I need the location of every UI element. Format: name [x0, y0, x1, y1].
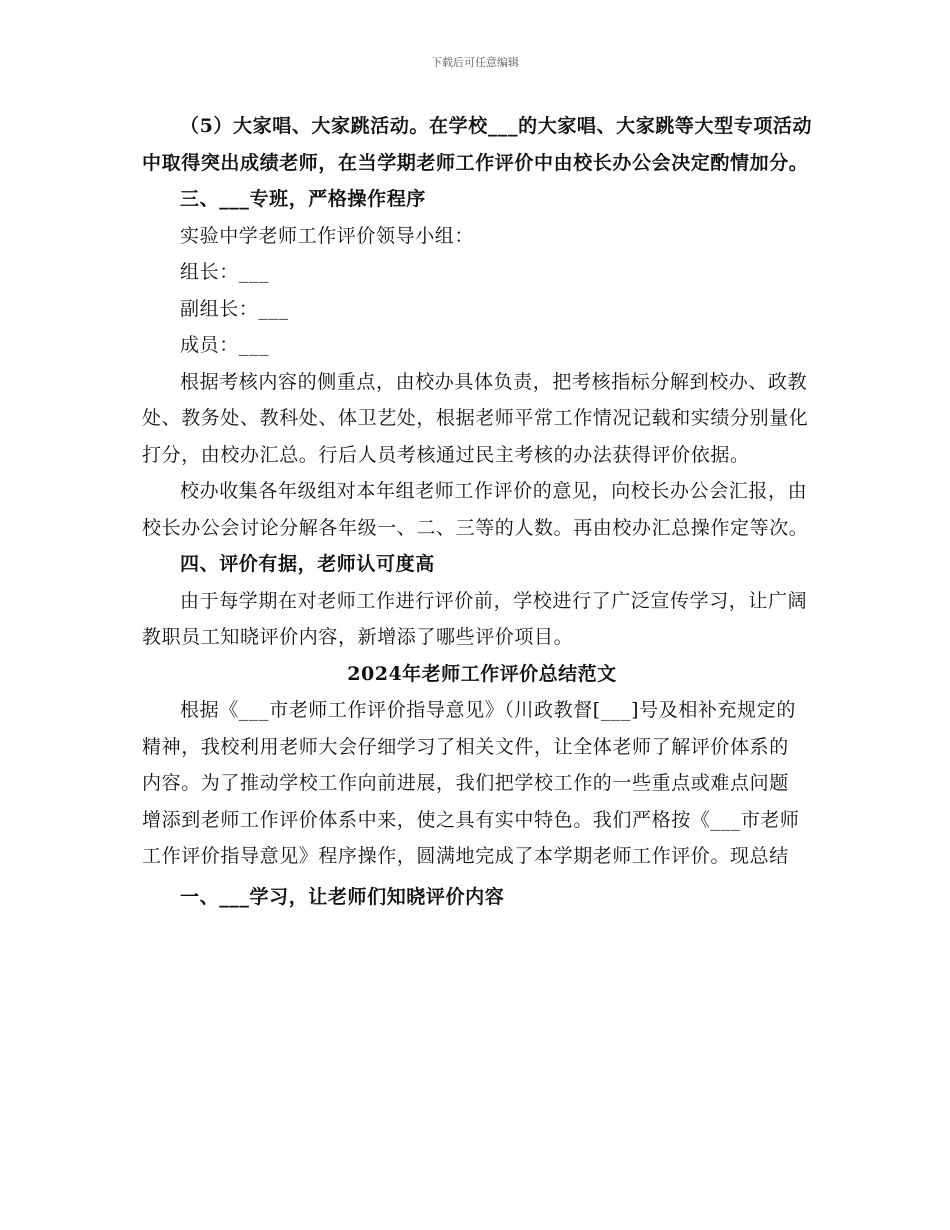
paragraph-publicity: 由于每学期在对老师工作进行评价前，学校进行了广泛宣传学习，让广阔教职员工知晓评价内容，新增添了哪些评价项目。 — [142, 589, 808, 648]
section-title: 2024年老师工作评价总结范文 — [347, 662, 617, 685]
heading-section-1: 一、___学习，让老师们知晓评价内容 — [180, 885, 505, 908]
paragraph-activity-bonus: （5）大家唱、大家跳活动。在学校___的大家唱、大家跳等大型专项活动中取得突出成绩老师，在当学期老师工作评价中由校长办公会决定酌情加分。 — [142, 115, 813, 174]
paragraph-assessment-focus: 根据考核内容的侧重点，由校办具体负责，把考核指标分解到校办、政教处、教务处、教科处、体卫艺处，根据老师平常工作情况记载和实绩分别量化打分，由校办汇总。行后人员考核通过民主考核的办法获得评价依据。 — [142, 370, 809, 466]
paragraph-office-collection: 校办收集各年级组对本年组老师工作评价的意见，向校长办公会汇报，由校长办公会讨论分解各年级一、二、三等的人数。再由校办汇总操作定等次。 — [142, 480, 809, 539]
paragraph-intro: 根据《___市老师工作评价指导意见》（川政教督[___]号及相补充规定的精神，我校利用老师大会仔细学习了相关文件，让全体老师了解评价体系的内容。为了推动学校工作向前进展，我们把学校工作的一些重点或难点问题增添到老师工作评价体系中来，使之具有实中特色。我们严格按《___市老师工作评价指导意见》程序操作，圆满地完成了本学期老师工作评价。现总结 — [142, 699, 800, 867]
paragraph-members: 成员：___ — [180, 334, 270, 356]
document-body — [142, 108, 822, 915]
heading-section-3: 三、___专班，严格操作程序 — [180, 188, 426, 210]
page-header: 下载后可任意编辑 — [431, 56, 519, 69]
paragraph-leadership-group: 实验中学老师工作评价领导小组： — [180, 224, 475, 247]
heading-section-4: 四、评价有据，老师认可度高 — [180, 553, 435, 575]
paragraph-deputy-leader: 副组长：___ — [180, 297, 289, 320]
paragraph-group-leader: 组长：___ — [180, 261, 270, 283]
